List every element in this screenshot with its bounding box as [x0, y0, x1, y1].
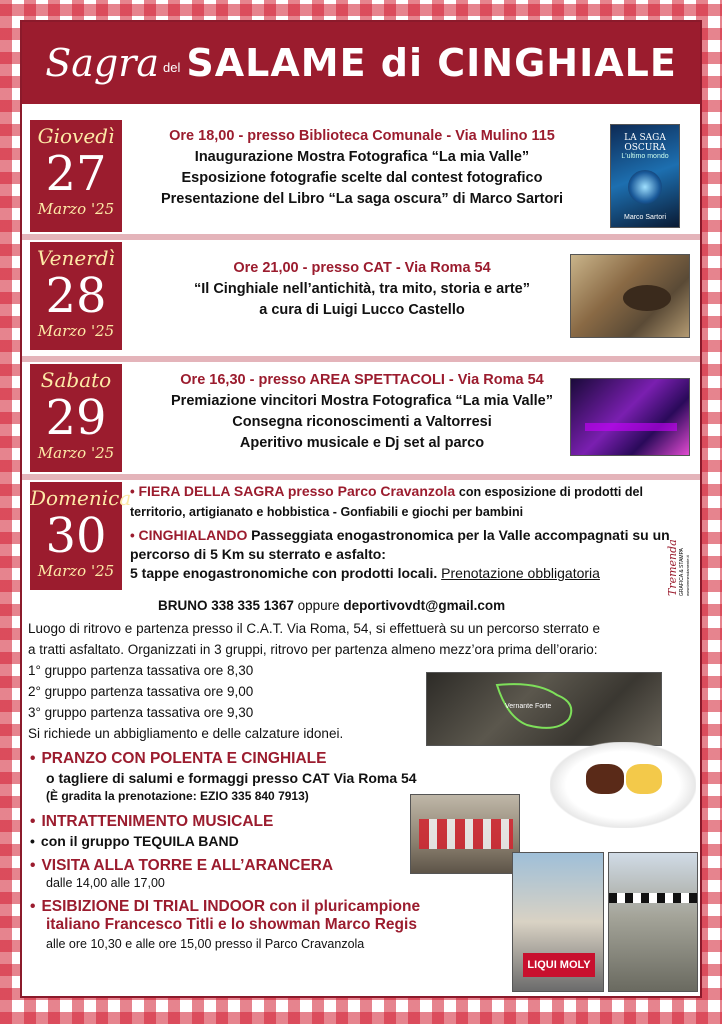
visita-title: • VISITA ALLA TORRE E ALL’ARANCERA: [30, 857, 334, 874]
tremenda-sub: GRAFICA & STAMPA: [679, 548, 685, 596]
book-subtitle: L'ultimo mondo: [621, 153, 669, 160]
event-line: Aperitivo musicale e Dj set al parco: [239, 435, 485, 451]
info-line: Luogo di ritrovo e partenza presso il C.A.T. Via Roma, 54, si effettuerà su un percorso sterrato e: [28, 621, 601, 636]
day-description: [132, 370, 592, 454]
event-line: Presentazione del Libro “La saga oscura” di Marco Sartori: [160, 191, 564, 207]
divider: [22, 234, 700, 240]
mixer-lights: [585, 423, 677, 431]
map-label: Vernante Forte: [505, 703, 552, 710]
contact-or: oppure: [297, 598, 340, 613]
event-line: Esposizione fotografie scelte dal contest fotografico: [181, 170, 543, 186]
day-month: Marzo '25: [37, 200, 115, 218]
fiera-text: con esposizione di prodotti del territorio, artigianato e hobbistica - Gonfiabili e giochi per bambini: [130, 485, 643, 519]
header-del: del: [163, 59, 181, 75]
cinghialando-text2: 5 tappe enogastronomiche con prodotti locali.: [130, 565, 438, 581]
header-banner: [22, 22, 700, 104]
day-month: Marzo '25: [37, 322, 115, 340]
event-line: “Il Cinghiale nell’antichità, tra mito, storia e arte”: [194, 281, 530, 297]
divider: [22, 474, 700, 480]
sunday-description: [130, 482, 670, 583]
event-line: a cura di Luigi Lucco Castello: [259, 302, 465, 318]
event-time-place: Ore 21,00 - presso CAT - Via Roma 54: [233, 260, 491, 276]
book-cover-image: [610, 124, 680, 228]
date-box: [30, 364, 122, 472]
tremenda-url: www.tremendamente.it: [685, 555, 690, 596]
day-saturday: [22, 364, 700, 476]
day-name: Giovedì: [37, 124, 115, 148]
trial-text: alle ore 10,30 e alle ore 15,00 presso il Parco Cravanzola: [46, 937, 365, 951]
day-number: 27: [45, 146, 107, 202]
event-time-place: Ore 16,30 - presso AREA SPETTACOLI - Via Roma 54: [180, 372, 544, 388]
tremenda-name: Tremenda: [666, 539, 679, 596]
day-name: Venerdì: [37, 246, 115, 270]
tremenda-logo: [666, 530, 696, 600]
group-line: 2° gruppo partenza tassativa ore 9,00: [28, 684, 254, 699]
mosaic-boar-image: [570, 254, 690, 338]
fiera-item: • FIERA DELLA SAGRA presso Parco Cravanzola con esposizione di prodotti del territorio, artigianato e hobbistica - Gonfiabili e giochi per bambini: [130, 483, 643, 519]
band-photo-image: [410, 794, 520, 874]
date-box: [30, 482, 132, 590]
visita-text: dalle 14,00 alle 17,00: [46, 876, 165, 890]
fiera-title: FIERA DELLA SAGRA presso Parco Cravanzola: [138, 483, 456, 499]
date-box: [30, 242, 122, 350]
day-name: Domenica: [30, 486, 132, 510]
band-members: [419, 819, 513, 849]
cinghialando-line2: [130, 564, 670, 583]
day-month: Marzo '25: [37, 444, 115, 462]
intrattenimento-text: • con il gruppo TEQUILA BAND: [30, 833, 239, 849]
book-swirl-graphic: [628, 170, 662, 204]
trial-photo-2: [608, 852, 698, 992]
poster: [20, 20, 702, 998]
event-line: Premiazione vincitori Mostra Fotografica “La mia Valle”: [171, 393, 553, 409]
pranzo-note: (È gradita la prenotazione: EZIO 335 840 7913): [46, 789, 309, 803]
day-sunday: [22, 482, 700, 600]
trial-title-2: italiano Francesco Titli e lo showman Marco Regis: [46, 916, 417, 933]
day-number: 29: [45, 390, 107, 446]
pranzo-text: o tagliere di salumi e formaggi presso CAT Via Roma 54: [46, 770, 417, 786]
contact-email[interactable]: deportivovdt@gmail.com: [343, 598, 506, 613]
event-line: Consegna riconoscimenti a Valtorresi: [232, 414, 492, 430]
checker-barrier: [609, 893, 698, 903]
date-box: [30, 120, 122, 232]
event-time-place: Ore 18,00 - presso Biblioteca Comunale - Via Mulino 115: [169, 128, 555, 144]
boar-stew: [586, 764, 624, 794]
pranzo-title: • PRANZO CON POLENTA E CINGHIALE: [30, 750, 327, 767]
contact-line: [158, 598, 505, 613]
food-plate-image: [550, 742, 696, 828]
cinghialando-item: • CINGHIALANDO Passeggiata enogastronomica per la Valle accompagnati su un percorso di 5 Km su sterrato e asfalto:: [130, 527, 670, 562]
dj-set-image: [570, 378, 690, 456]
book-author: Marco Sartori: [623, 214, 666, 221]
trial-title: • ESIBIZIONE DI TRIAL INDOOR con il pluricampione: [30, 898, 421, 915]
header-sagra: Sagra: [45, 41, 160, 85]
polenta: [626, 764, 662, 794]
day-month: Marzo '25: [37, 562, 115, 580]
day-number: 30: [45, 508, 107, 564]
cinghialando-text: Passeggiata enogastronomica per la Valle accompagnati su un percorso di 5 Km su sterrato e asfalto:: [130, 527, 670, 562]
day-description: [132, 258, 592, 321]
book-title: LA SAGA OSCURA: [624, 133, 666, 153]
intrattenimento-title: • INTRATTENIMENTO MUSICALE: [30, 813, 274, 830]
info-note: Si richiede un abbigliamento e delle calzature idonei.: [28, 726, 344, 741]
info-line: a tratti asfaltato. Organizzati in 3 gruppi, ritrovo per partenza almeno mezz’ora prima dell’orario:: [28, 642, 598, 657]
header-title: SALAME di CINGHIALE: [186, 41, 677, 85]
cinghialando-title: CINGHIALANDO: [138, 527, 248, 543]
group-line: 1° gruppo partenza tassativa ore 8,30: [28, 663, 254, 678]
prenotazione-link[interactable]: Prenotazione obbligatoria: [441, 565, 600, 581]
contact-name: BRUNO 338 335 1367: [158, 598, 294, 613]
day-friday: [22, 242, 700, 354]
day-thursday: [22, 120, 700, 238]
day-name: Sabato: [40, 368, 112, 392]
group-line: 3° gruppo partenza tassativa ore 9,30: [28, 705, 254, 720]
boar-shape: [623, 285, 671, 311]
event-line: Inaugurazione Mostra Fotografica “La mia Valle”: [194, 149, 530, 165]
day-number: 28: [45, 268, 107, 324]
divider: [22, 356, 700, 362]
route-map-image: [426, 672, 662, 746]
sponsor-banner: LIQUI MOLY: [523, 953, 595, 977]
day-description: [132, 126, 592, 210]
trial-photo-1: [512, 852, 604, 992]
